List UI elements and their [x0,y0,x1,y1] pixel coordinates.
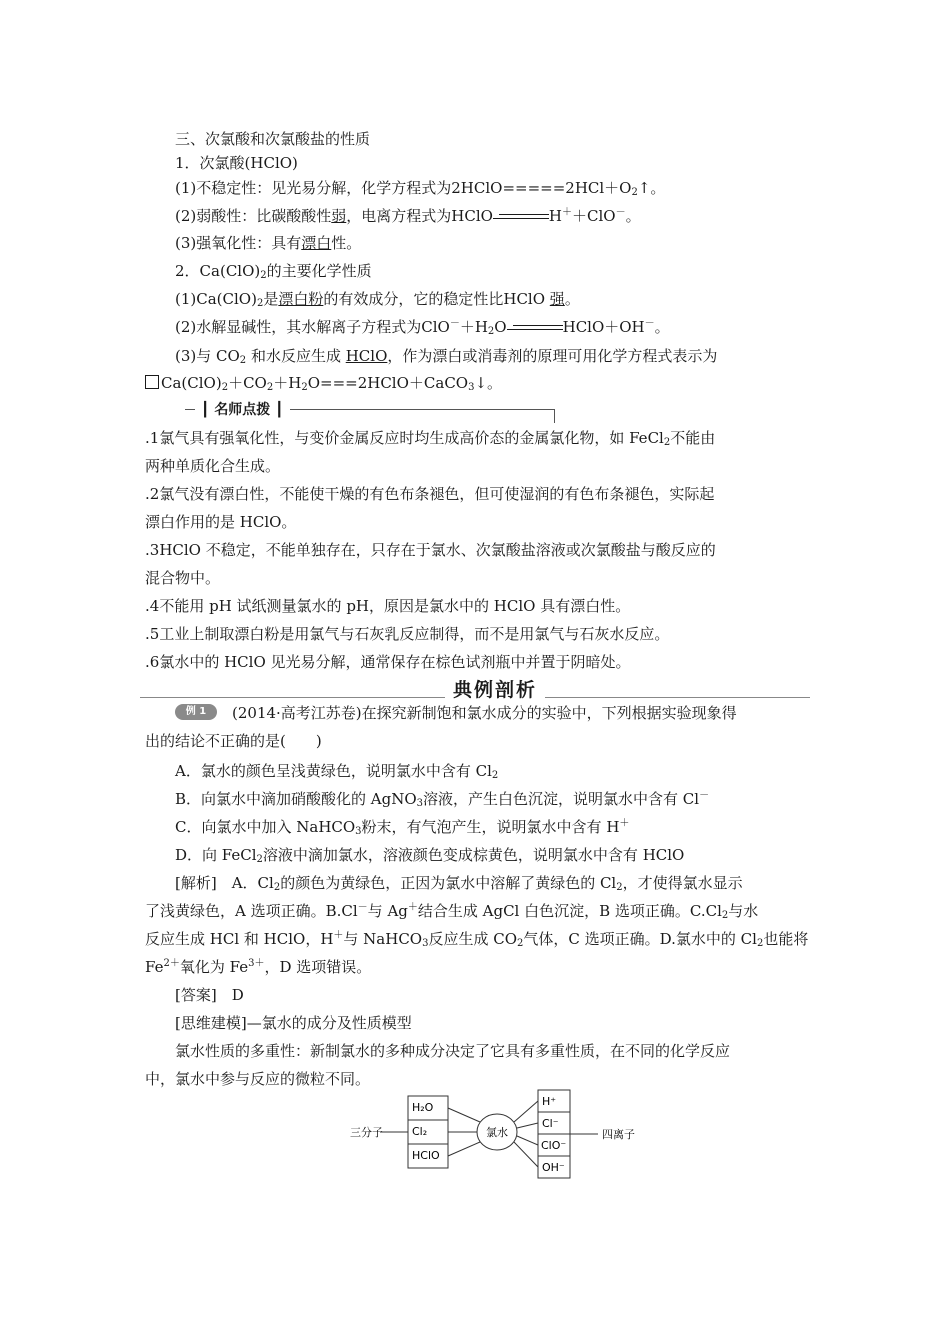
tip-item: .1氯气具有强氧化性，与变价金属反应时均生成高价态的金属氯化物，如 FeCl$_2$不能由 [145,429,716,448]
caclo-heading: 2．$Ca(ClO)_2$的主要化学性质 [175,262,372,281]
molecule-h2o: H₂O [412,1101,434,1114]
molecule-cl2: Cl₂ [412,1125,428,1138]
hclo-oxidizing: (3)强氧化性：具有漂白性。 [175,234,362,252]
model-title: [思维建模]—氯水的成分及性质模型 [175,1014,412,1032]
analysis-line: 反应生成 HCl 和 HClO，H＋与 NaHCO$_3$反应生成 $CO_2$气体，C 选项正确。D.氯水中的 $Cl_2$也能将 [145,930,809,949]
tip-item: .4不能用 pH 试纸测量氯水的 pH，原因是氯水中的 HClO 具有漂白性。 [145,597,631,615]
analysis-line: 了浅黄绿色，A 选项正确。B.Cl－与 Ag＋结合生成 AgCl 白色沉淀，B 选项正确。$C.Cl_2$与水 [145,902,759,921]
tip-item: .5工业上制取漂白粉是用氯气与石灰乳反应制得，而不是用氯气与石灰水反应。 [145,625,670,643]
model-text: 氯水性质的多重性：新制氯水的多种成分决定了它具有多重性质，在不同的化学反应 [175,1042,731,1060]
option-a: A．氯水的颜色呈浅黄绿色，说明氯水中含有 $Cl_2$ [175,762,499,781]
blank-box-icon [145,375,159,389]
section-title: 三、次氯酸和次氯酸盐的性质 [175,130,371,148]
chlorine-water-diagram [340,1088,680,1183]
ion-oh: OH⁻ [542,1161,565,1174]
hclo-heading: 1．次氯酸(HClO) [175,154,298,172]
caclo-point-3: (3)与 $CO_2$ 和水反应生成 HClO，作为漂白或消毒剂的原理可用化学方程式表示为 [175,347,718,366]
caclo-point-2: (2)水解显碱性，其水解离子方程式为$ClO^-+H_2O$ HClO＋OH－。 [175,318,670,337]
tips-header [185,399,555,425]
analysis-line: [解析] A．$Cl_2$的颜色为黄绿色，正因为氯水中溶解了黄绿色的 $Cl_2$，才使得氯水显示 [175,874,743,893]
tip-item: .3HClO 不稳定，不能单独存在，只存在于氯水、次氯酸盐溶液或次氯酸盐与酸反应的 [145,541,716,559]
ion-clo: ClO⁻ [541,1139,567,1152]
tip-item: .6氯水中的 HClO 见光易分解，通常保存在棕色试剂瓶中并置于阴暗处。 [145,653,631,671]
hclo-weak-acid: (2)弱酸性：比碳酸酸性弱，电离方程式为HClO H＋＋ClO－。 [175,207,641,225]
tip-item: .2氯气没有漂白性，不能使干燥的有色布条褪色，但可使湿润的有色布条褪色，实际起 [145,485,715,503]
option-c: C．向氯水中加入 NaHCO$_3$粉末，有气泡产生，说明氯水中含有 H＋ [175,818,630,837]
answer: [答案] D [175,986,244,1004]
caclo-point-1: $(1)Ca(ClO)_2$是漂白粉的有效成分，它的稳定性比HClO 强。 [175,290,580,309]
ion-cl: Cl⁻ [542,1117,559,1130]
example-banner-title: 典例剖析 [445,678,545,702]
option-d: D．向 FeCl$_2$溶液中滴加氯水，溶液颜色变成棕黄色，说明氯水中含有 HClO [175,846,685,865]
three-molecules-label: 三分子 [350,1126,383,1139]
option-b: B．向氯水中滴加硝酸酸化的 AgNO$_3$溶液，产生白色沉淀，说明氯水中含有 Cl－ [175,790,710,809]
center-label: 氯水 [486,1126,508,1139]
tip-item-cont: 漂白作用的是 HClO。 [145,513,297,531]
four-ions-label: 四离子 [602,1128,635,1141]
model-text: 中，氯水中参与反应的微粒不同。 [145,1070,371,1088]
tips-header-label: ┃ 名师点拨 ┃ [195,399,290,421]
ion-h: H⁺ [542,1095,557,1108]
example-badge: 例 1 [175,704,217,720]
molecule-hclo: HClO [412,1149,440,1162]
question-line: 出的结论不正确的是( ) [145,732,322,750]
analysis-line: $Fe^{2+}$氧化为 $Fe^{3+}$，D 选项错误。 [145,958,372,976]
tip-item-cont: 混合物中。 [145,569,221,587]
caclo-equation: $Ca(ClO)_2+CO_2+H_2O===2HClO+CaCO_3↓$。 [145,372,502,394]
tip-item-cont: 两种单质化合生成。 [145,457,281,475]
question-line: (2014·高考江苏卷)在探究新制饱和氯水成分的实验中，下列根据实验现象得 [232,704,737,722]
example-banner [140,680,810,702]
hclo-instability: (1)不稳定性：见光易分解，化学方程式为$2HClO=====2HCl+O_2↑$。 [175,179,666,198]
